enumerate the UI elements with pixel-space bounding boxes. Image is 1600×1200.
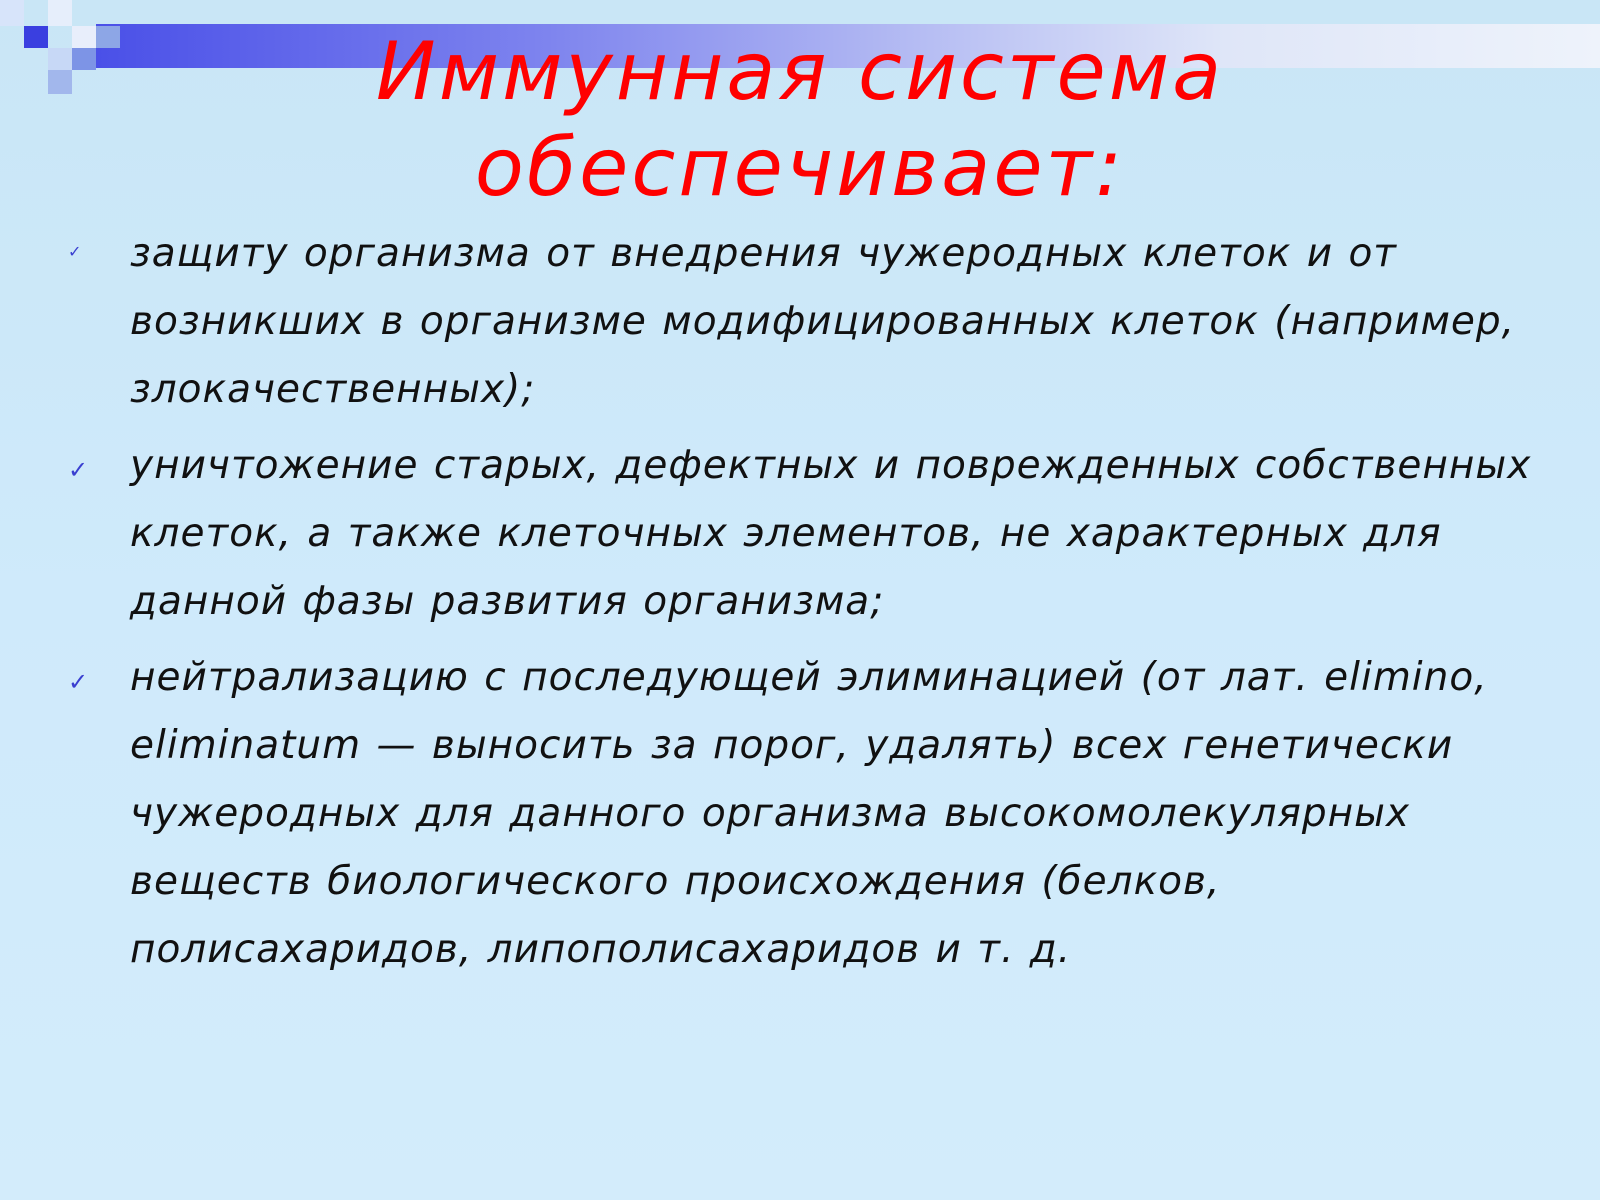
decor-square [96,26,120,48]
list-item [68,644,1548,984]
list-item-text: нейтрализацию с последующей элиминацией (от лат. elimino, eliminatum — выносить за порог, удалять) всех генетически чужеродных для данного организма высокомолекулярных веществ биологического происхождения (белков, полисахаридов, липополисахаридов и т. д. [130,655,1488,972]
decor-square [72,48,96,70]
decor-square [72,26,96,48]
slide-title: Иммунная система обеспечивает: [375,25,1225,214]
bullet-list [68,220,1548,992]
checkmark-icon: ✓ [68,456,89,484]
list-item [68,220,1548,424]
checkmark-icon: ✓ [68,668,89,696]
list-item-text: защиту организма от внедрения чужеродных клеток и от возникших в организме модифицированных клеток (например, злокачественных); [130,231,1516,412]
decor-square [48,48,72,70]
decor-square [48,0,72,26]
decor-square [48,70,72,94]
checkmark-icon: ✓ [68,242,82,261]
list-item [68,432,1548,636]
list-item-text: уничтожение старых, дефектных и поврежденных собственных клеток, а также клеточных элементов, не характерных для данной фазы развития организма; [130,443,1532,624]
decor-square [24,26,48,48]
decor-square [0,0,24,26]
